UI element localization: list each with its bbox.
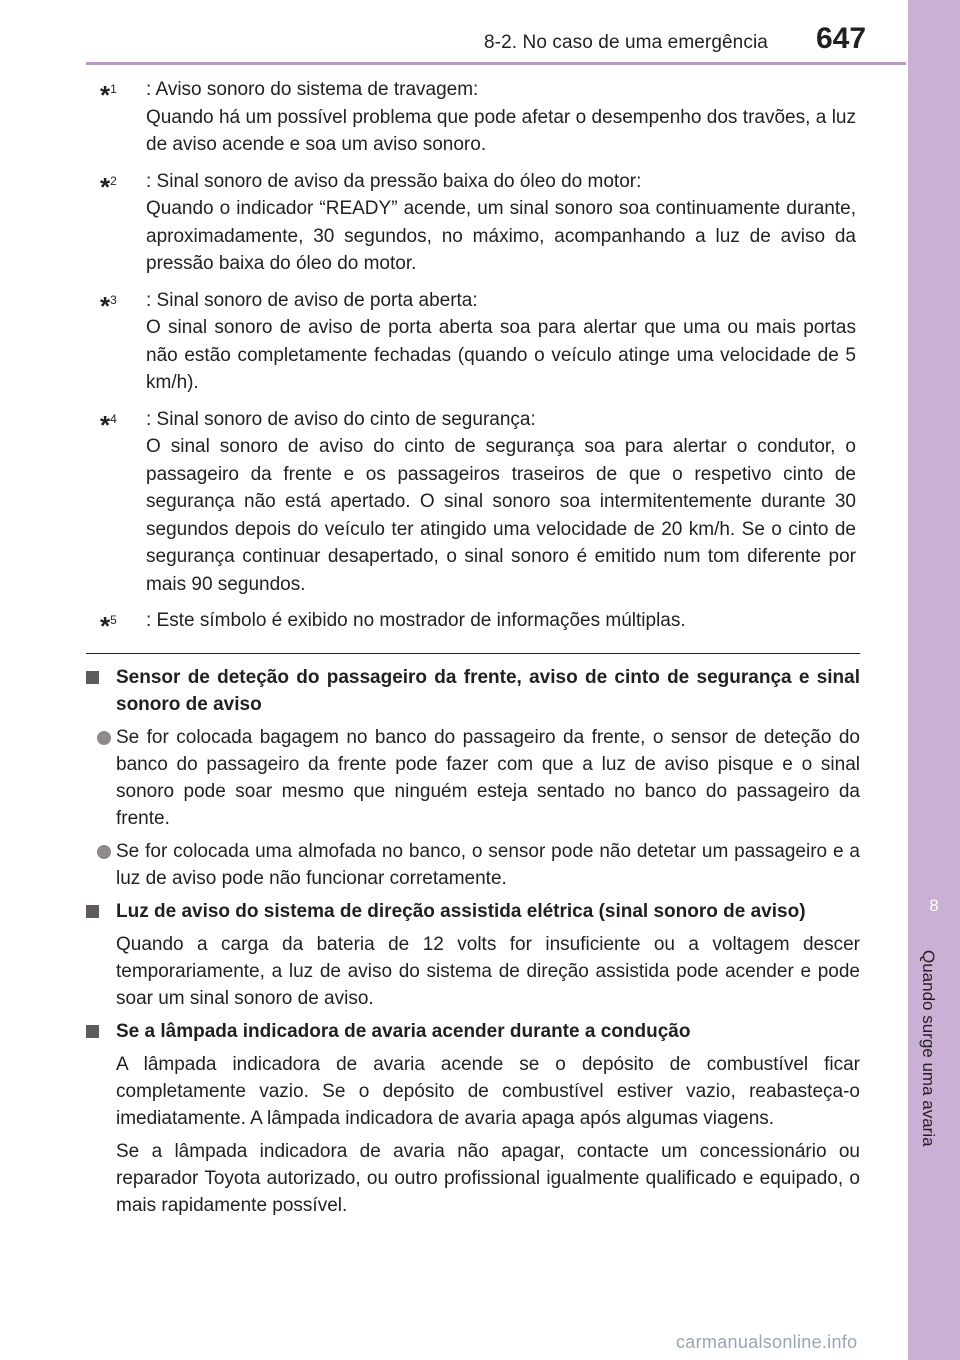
- paragraph: Se a lâmpada indicadora de avaria não apagar, contacte um concessionário ou reparador Toyota autorizado, ou outro profissional igualmente qualificado e equipado, o mais rapidamente possível.: [116, 1141, 860, 1216]
- footnote-heading: : Sinal sonoro de aviso de porta aberta:: [146, 289, 478, 311]
- footnote-body: Quando há um possível problema que pode afetar o desempenho dos travões, a luz de aviso acende e soa um aviso sonoro.: [146, 106, 856, 155]
- footnote-heading: : Sinal sonoro de aviso da pressão baixa do óleo do motor:: [146, 170, 642, 192]
- square-bullet-icon: [86, 1025, 99, 1038]
- section-title-text: Sensor de deteção do passageiro da frente, aviso de cinto de segurança e sinal sonoro de aviso: [116, 667, 860, 715]
- list-item-text: Se for colocada bagagem no banco do passageiro da frente, o sensor de deteção do banco do passageiro da frente pode fazer com que a luz de aviso pisque e o sinal sonoro pode soar mesmo que ninguém esteja sentado no banco do passageiro da frente.: [116, 727, 860, 829]
- footnote: [100, 168, 856, 278]
- square-bullet-icon: [86, 671, 99, 684]
- side-tab-number: 8: [929, 896, 939, 915]
- footnote-heading: : Este símbolo é exibido no mostrador de informações múltiplas.: [146, 610, 686, 631]
- circle-bullet-icon: [97, 845, 111, 859]
- footnote-marker: [100, 607, 117, 640]
- header-section-title: 8-2. No caso de uma emergência: [484, 32, 768, 53]
- footnote-body: O sinal sonoro de aviso de porta aberta soa para alertar que uma ou mais portas não estão completamente fechadas (quando o veículo atinge uma velocidade de 5 km/h).: [146, 317, 856, 393]
- paragraph: A lâmpada indicadora de avaria acende se o depósito de combustível ficar completamente vazio. Se o depósito de combustível estiver vazio, reabasteça-o imediatamente. A lâmpada indicadora de avaria apaga após algumas viagens.: [116, 1054, 860, 1129]
- footnote-body: Quando o indicador “READY” acende, um sinal sonoro soa continuamente durante, aproximadamente, 30 segundos, no máximo, acompanhando a luz de aviso da pressão baixa do óleo do motor.: [146, 198, 856, 274]
- asterisk-icon: *: [100, 80, 111, 111]
- paragraph: Quando a carga da bateria de 12 volts for insuficiente ou a voltagem descer temporariamente, a luz de aviso do sistema de direção assistida pode acender e pode soar um sinal sonoro de aviso.: [116, 934, 860, 1009]
- section-divider: [86, 653, 860, 654]
- footnote-number: 2: [110, 173, 117, 188]
- watermark-text: carmanualsonline.info: [676, 1332, 858, 1352]
- asterisk-icon: *: [100, 611, 111, 642]
- footnote-marker: [100, 76, 117, 109]
- footnote: [100, 406, 856, 599]
- square-bullet-icon: [86, 905, 99, 918]
- side-tab-upper: [908, 0, 960, 865]
- notes-sections: [86, 664, 860, 1225]
- side-tab-title: Quando surge uma avaria: [919, 950, 938, 1147]
- asterisk-icon: *: [100, 290, 111, 321]
- footnote-marker: [100, 168, 117, 201]
- section-front-passenger-sensor: [86, 664, 860, 892]
- section-title: [86, 664, 860, 718]
- footnote-number: 5: [110, 613, 117, 627]
- section-title: [86, 1018, 860, 1045]
- page-number: 647: [816, 22, 867, 55]
- footnote-body: O sinal sonoro de aviso do cinto de segurança soa para alertar o condutor, o passageiro da frente e os passageiros traseiros de que o respetivo cinto de segurança não está apertado. O sinal sonoro soa intermitentemente durante 30 segundos depois do veículo ter atingido uma velocidade de 20 km/h. Se o cinto de segurança continuar desapertado, o sinal sonoro é emitido num tom diferente por mais 90 segundos.: [146, 436, 856, 595]
- circle-bullet-icon: [97, 731, 111, 745]
- footnote-heading: : Aviso sonoro do sistema de travagem:: [146, 79, 479, 100]
- footnote-number: 1: [110, 82, 117, 96]
- header-divider: [86, 62, 906, 65]
- footnote-marker: [100, 406, 117, 439]
- section-title: [86, 898, 860, 925]
- list-item: [86, 724, 860, 832]
- footnote-heading: : Sinal sonoro de aviso do cinto de segurança:: [146, 408, 536, 430]
- section-power-steering-warning: [86, 898, 860, 1012]
- footnote: [100, 607, 856, 642]
- asterisk-icon: *: [100, 171, 111, 202]
- section-title-text: Luz de aviso do sistema de direção assistida elétrica (sinal sonoro de aviso): [116, 901, 806, 922]
- list-item-text: Se for colocada uma almofada no banco, o sensor pode não detetar um passageiro e a luz de aviso pode não funcionar corretamente.: [116, 841, 860, 889]
- footnote-number: 3: [110, 292, 117, 307]
- list-item: [86, 838, 860, 892]
- footnote-number: 4: [110, 411, 117, 426]
- section-malfunction-indicator: [86, 1018, 860, 1219]
- footnote-marker: [100, 287, 117, 320]
- section-title-text: Se a lâmpada indicadora de avaria acender durante a condução: [116, 1021, 691, 1042]
- footnotes-list: [100, 76, 856, 644]
- footnote: [100, 76, 856, 159]
- footnote: [100, 287, 856, 397]
- asterisk-icon: *: [100, 409, 111, 440]
